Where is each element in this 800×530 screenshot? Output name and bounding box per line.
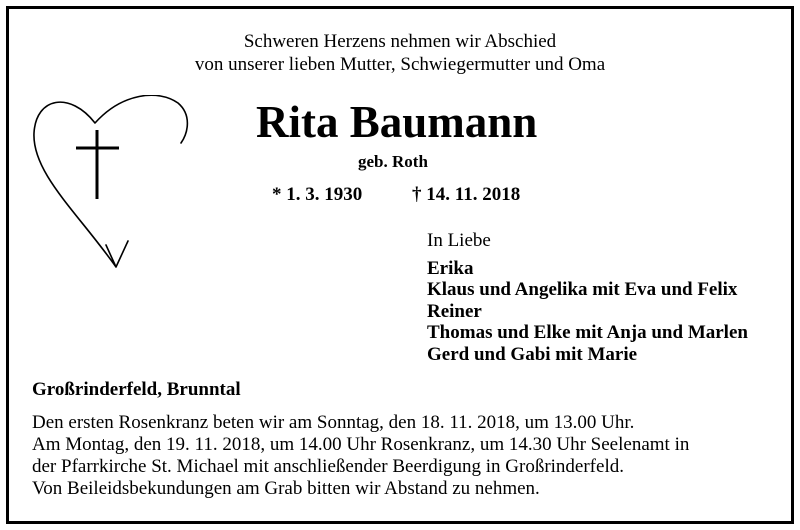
mourners-heading: In Liebe xyxy=(427,230,491,251)
maiden-name: geb. Roth xyxy=(358,152,428,171)
birth-date: * 1. 3. 1930 xyxy=(272,184,363,205)
intro-text xyxy=(0,30,800,76)
intro-line-2: von unserer lieben Mutter, Schwiegermutter und Oma xyxy=(194,54,606,75)
notice-line: Den ersten Rosenkranz beten wir am Sonntag, den 18. 11. 2018, um 13.00 Uhr. xyxy=(32,412,635,433)
service-notice xyxy=(32,412,689,500)
heart-cross-icon xyxy=(30,95,192,273)
notice-line: der Pfarrkirche St. Michael mit anschließender Beerdigung in Großrinderfeld. xyxy=(32,456,624,477)
mourners-list xyxy=(427,258,748,366)
mourners-block xyxy=(427,230,748,365)
place-label: Großrinderfeld, Brunntal xyxy=(32,379,241,400)
mourner-name: Klaus und Angelika mit Eva und Felix xyxy=(427,279,738,300)
mourner-name: Gerd und Gabi mit Marie xyxy=(427,343,638,365)
death-date: † 14. 11. 2018 xyxy=(412,184,521,205)
mourner-name: Reiner xyxy=(427,300,482,322)
intro-line-1: Schweren Herzens nehmen wir Abschied xyxy=(243,31,557,52)
mourner-name: Erika xyxy=(427,257,474,279)
notice-line: Am Montag, den 19. 11. 2018, um 14.00 Uhr Rosenkranz, um 14.30 Uhr Seelenamt in xyxy=(32,434,690,455)
deceased-name: Rita Baumann xyxy=(256,97,538,147)
notice-line: Von Beileidsbekundungen am Grab bitten wir Abstand zu nehmen. xyxy=(32,478,540,499)
mourner-name: Thomas und Elke mit Anja und Marlen xyxy=(427,322,748,343)
